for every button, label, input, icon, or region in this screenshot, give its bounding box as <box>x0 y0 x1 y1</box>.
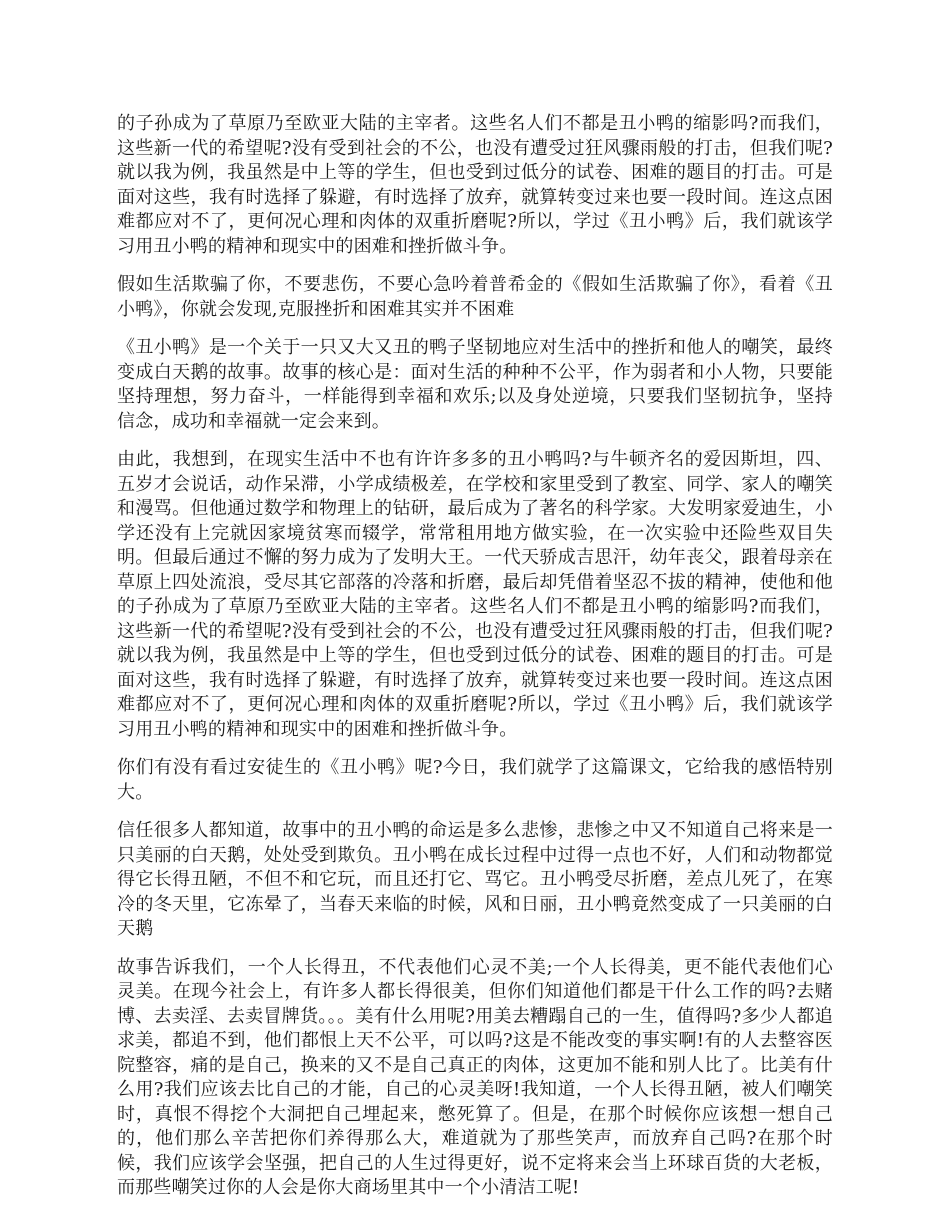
paragraph-4: 由此，我想到，在现实生活中不也有许许多多的丑小鸭吗?与牛顿齐名的爱因斯坦，四、五岁才会说话，动作呆滞，小学成绩极差，在学校和家里受到了教室、同学、家人的嘲笑和漫骂。但他通过数学和物理上的钻研，最后成为了著名的科学家。大发明家爱迪生，小学还没有上完就因家境贫寒而辍学，常常租用地方做实验，在一次实验中还险些双目失明。但最后通过不懈的努力成为了发明大王。一代天骄成吉思汗，幼年丧父，跟着母亲在草原上四处流浪，受尽其它部落的冷落和折磨，最后却凭借着坚忍不拔的精神，使他和他的子孙成为了草原乃至欧亚大陆的主宰者。这些名人们不都是丑小鸭的缩影吗?而我们，这些新一代的希望呢?没有受到社会的不公，也没有遭受过狂风骤雨般的打击，但我们呢?就以我为例，我虽然是中上等的学生，但也受到过低分的试卷、困难的题目的打击。可是面对这些，我有时选择了躲避，有时选择了放弃，就算转变过来也要一段时间。连这点困难都应对不了，更何况心理和肉体的双重折磨呢?所以，学过《丑小鸭》后，我们就该学习用丑小鸭的精神和现实中的困难和挫折做斗争。 <box>117 449 833 740</box>
paragraph-7: 故事告诉我们，一个人长得丑，不代表他们心灵不美;一个人长得美，更不能代表他们心灵美。在现今社会上，有许多人都长得很美，但你们知道他们都是干什么工作的吗?去赌博、去卖淫、去卖冒牌货。。。美有什么用呢?用美去糟蹋自己的一生，值得吗?多少人都追求美，都追不到，他们都恨上天不公平，可以吗?这是不能改变的事实啊!有的人去整容医院整容，痛的是自己，换来的又不是自己真正的肉体，这更加不能和别人比了。比美有什么用?我们应该去比自己的才能，自己的心灵美呀!我知道，一个人长得丑陋，被人们嘲笑时，真恨不得挖个大洞把自己埋起来，憋死算了。但是，在那个时候你应该想一想自己的，他们那么辛苦把你们养得那么大，难道就为了那些笑声，而放弃自己吗?在那个时候，我们应该学会坚强，把自己的人生过得更好，说不定将来会当上环球百货的大老板，而那些嘲笑过你的人会是你大商场里其中一个小清洁工呢! <box>117 956 833 1198</box>
paragraph-3: 《丑小鸭》是一个关于一只又大又丑的鸭子坚韧地应对生活中的挫折和他人的嘲笑，最终变成白天鹅的故事。故事的核心是：面对生活的种种不公平，作为弱者和小人物，只要能坚持理想，努力奋斗，一样能得到幸福和欢乐;以及身处逆境，只要我们坚韧抗争，坚持信念，成功和幸福就一定会来到。 <box>117 337 833 432</box>
paragraph-6: 信任很多人都知道，故事中的丑小鸭的命运是多么悲惨，悲惨之中又不知道自己将来是一只美丽的白天鹅，处处受到欺负。丑小鸭在成长过程中过得一点也不好，人们和动物都觉得它长得丑陋，不但不和它玩，而且还打它、骂它。丑小鸭受尽折磨，差点儿死了，在寒冷的冬天里，它冻晕了，当春天来临的时候，风和日丽，丑小鸭竟然变成了一只美丽的白天鹅 <box>117 820 833 939</box>
paragraph-5: 你们有没有看过安徒生的《丑小鸭》呢?今日，我们就学了这篇课文，它给我的感悟特别大。 <box>117 757 833 803</box>
paragraph-1: 的子孙成为了草原乃至欧亚大陆的主宰者。这些名人们不都是丑小鸭的缩影吗?而我们，这些新一代的希望呢?没有受到社会的不公，也没有遭受过狂风骤雨般的打击，但我们呢?就以我为例，我虽然是中上等的学生，但也受到过低分的试卷、困难的题目的打击。可是面对这些，我有时选择了躲避，有时选择了放弃，就算转变过来也要一段时间。连这点困难都应对不了，更何况心理和肉体的双重折磨呢?所以，学过《丑小鸭》后，我们就该学习用丑小鸭的精神和现实中的困难和挫折做斗争。 <box>117 113 833 257</box>
document-body <box>117 112 833 1215</box>
paragraph-2: 假如生活欺骗了你，不要悲伤，不要心急吟着普希金的《假如生活欺骗了你》，看着《丑小鸭》，你就会发现,克服挫折和困难其实并不困难 <box>117 274 833 320</box>
